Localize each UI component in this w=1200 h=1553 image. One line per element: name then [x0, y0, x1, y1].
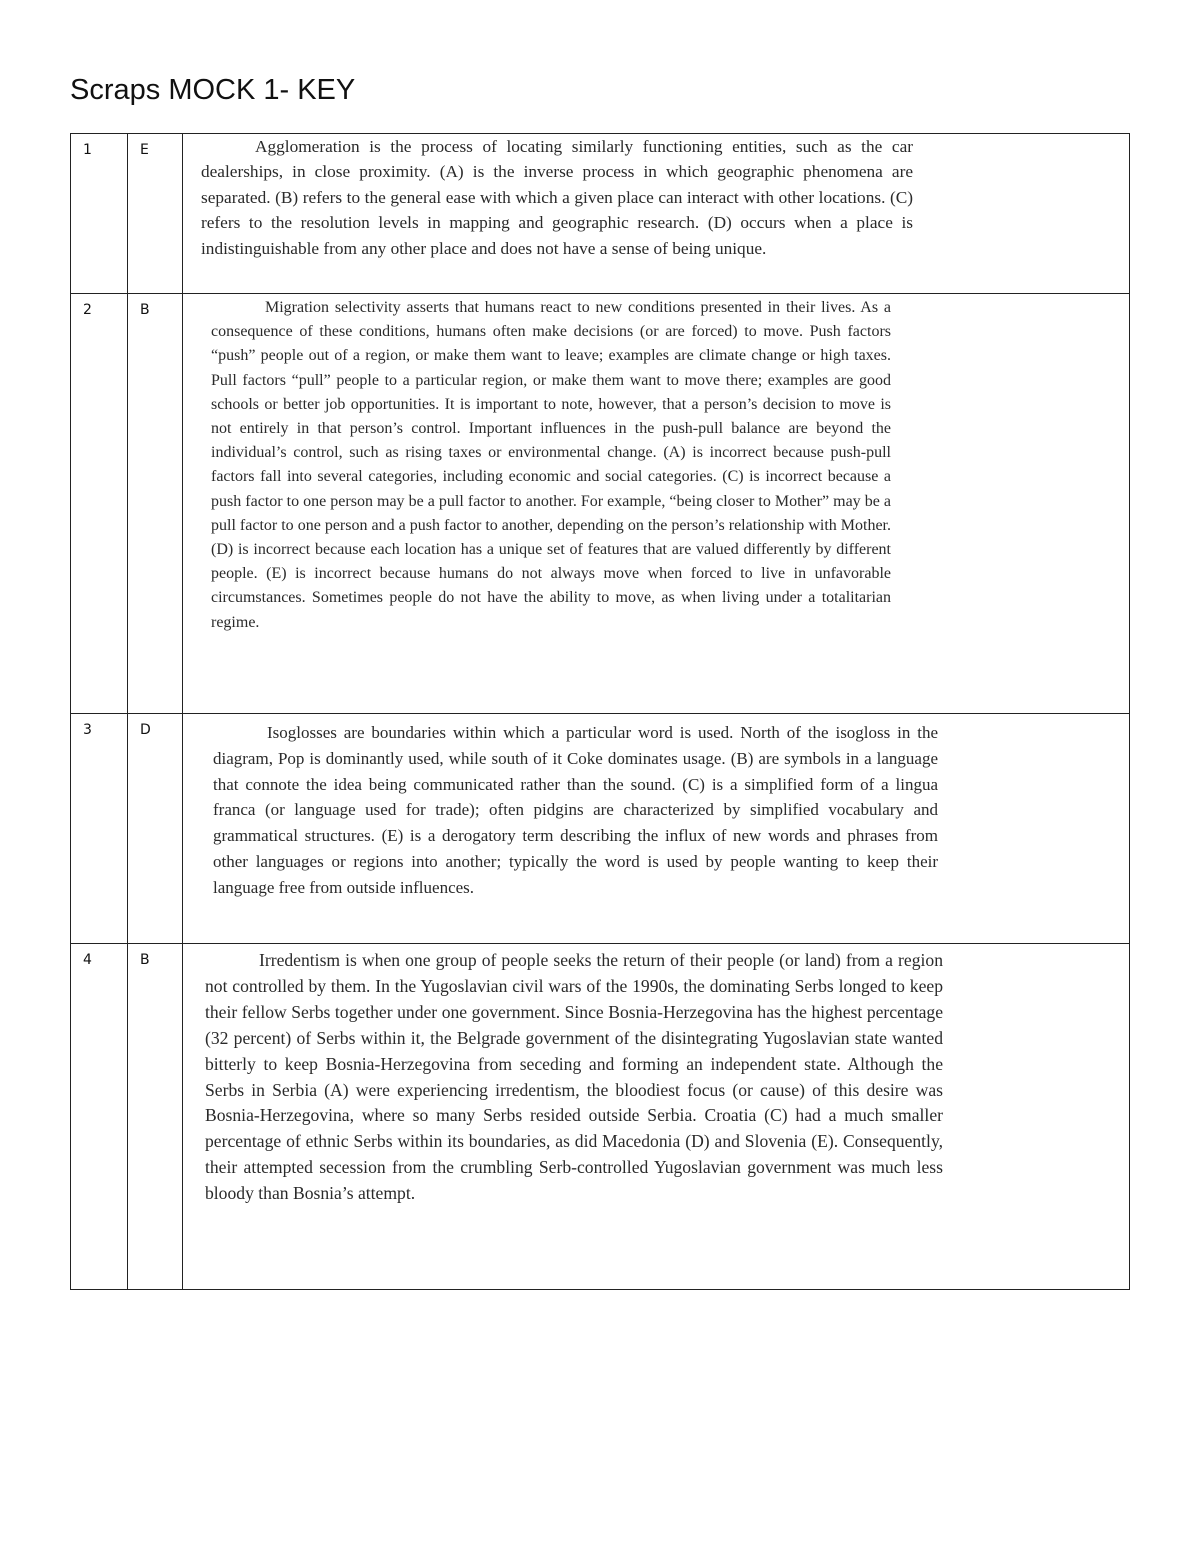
- explanation-text: Agglomeration is the process of locating similarly functioning entities, such as the car dealerships, in close proximity. (A) is the inverse process in which geographic phenomena are separated. (B) refers to the general ease with which a given place can interact with other locations. (C) refers to the resolution levels in mapping and geographic research. (D) occurs when a place is indistinguishable from any other place and does not have a sense of being unique.: [201, 137, 913, 258]
- answer-key-table: [70, 133, 1130, 1290]
- table-row: [71, 294, 1130, 714]
- explanation-cell: [183, 944, 1130, 1290]
- table-row: [71, 714, 1130, 944]
- explanation-cell: [183, 134, 1130, 294]
- explanation-text: Migration selectivity asserts that humans react to new conditions presented in their lives. As a consequence of these conditions, humans often make decisions (or are forced) to move. Push factors “push” people out of a region, or make them want to leave; examples are climate change or high taxes. Pull factors “pull” people to a particular region, or make them want to move there; examples are good schools or better job opportunities. It is important to note, however, that a person’s decision to move is not entirely in that person’s control. Important influences in the push-pull balance are beyond the individual’s control, such as rising taxes or environmental change. (A) is incorrect because push-pull factors fall into several categories, including economic and social categories. (C) is incorrect because a push factor to one person may be a pull factor to another. For example, “being closer to Mother” may be a pull factor to one person and a push factor to another, depending on the person’s relationship with Mother. (D) is incorrect because each location has a unique set of features that are valued differently by different people. (E) is incorrect because humans do not always move when forced to live in unfavorable circumstances. Sometimes people do not have the ability to move, as when living under a totalitarian regime.: [211, 299, 891, 631]
- answer-letter: E: [128, 134, 183, 294]
- explanation-scan: [193, 294, 891, 637]
- explanation-scan: [183, 134, 913, 267]
- explanation-cell: [183, 294, 1130, 714]
- page-title: Scraps MOCK 1- KEY: [70, 74, 356, 106]
- answer-letter: B: [128, 294, 183, 714]
- question-number: 2: [71, 294, 128, 714]
- question-number: 4: [71, 944, 128, 1290]
- explanation-text: Irredentism is when one group of people seeks the return of their people (or land) from a region not controlled by them. In the Yugoslavian civil wars of the 1990s, the dominating Serbs longed to keep their fellow Serbs together under one government. Since Bosnia-Herzegovina has the highest percentage (32 percent) of Serbs within it, the Belgrade government of the disintegrating Yugoslavian state wanted bitterly to keep Bosnia-Herzegovina from seceding and forming an independent state. Although the Serbs in Serbia (A) were experiencing irredentism, the bloodiest focus (or cause) of this desire was Bosnia-Herzegovina, where so many Serbs resided outside Serbia. Croatia (C) had a much smaller percentage of ethnic Serbs within its boundaries, as did Macedonia (D) and Slovenia (E). Consequently, their attempted secession from the crumbling Serb-controlled Yugoslavian government was much less bloody than Bosnia’s attempt.: [205, 950, 943, 1204]
- table-row: [71, 944, 1130, 1290]
- explanation-scan: [193, 714, 938, 907]
- explanation-cell: [183, 714, 1130, 944]
- explanation-scan: [183, 944, 943, 1213]
- explanation-text: Isoglosses are boundaries within which a particular word is used. North of the isogloss in the diagram, Pop is dominantly used, while south of it Coke dominates usage. (B) are symbols in a language that connote the idea being communicated rather than the sound. (C) is a simplified form of a lingua franca (or language used for trade); often pidgins are characterized by simplified vocabulary and grammatical structures. (E) is a derogatory term describing the influx of new words and phrases from other languages or regions into another; typically the word is used by people wanting to keep their language free from outside influences.: [213, 723, 938, 897]
- answer-letter: D: [128, 714, 183, 944]
- question-number: 3: [71, 714, 128, 944]
- table-row: [71, 134, 1130, 294]
- question-number: 1: [71, 134, 128, 294]
- answer-letter: B: [128, 944, 183, 1290]
